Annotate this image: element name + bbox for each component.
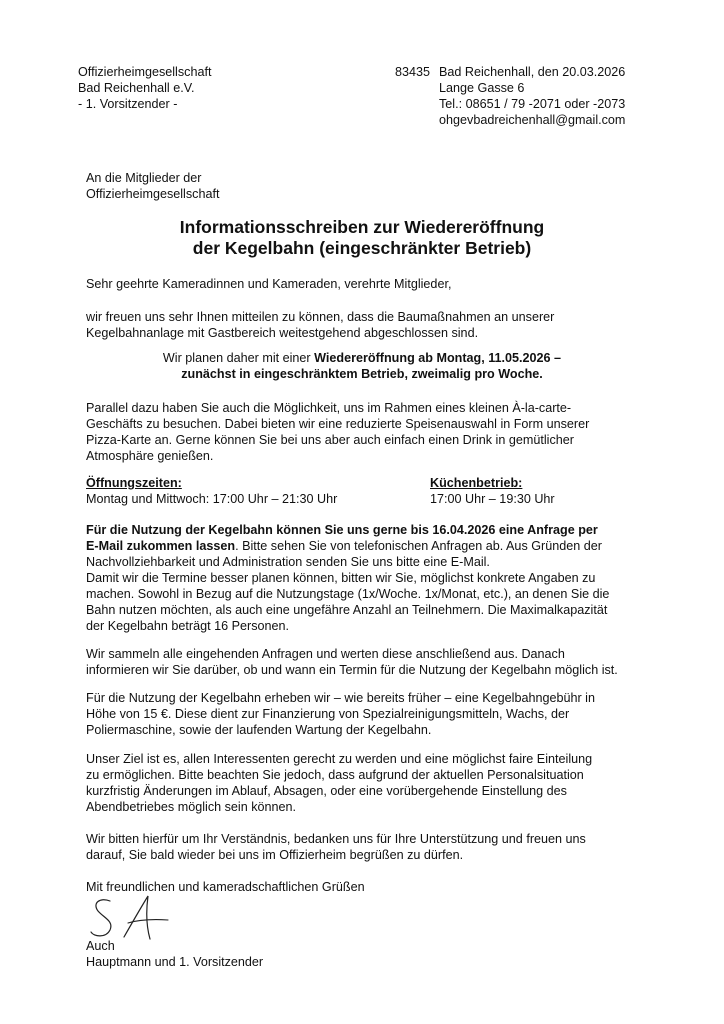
parallel-paragraph [86,400,589,464]
email: ohgevbadreichenhall@gmail.com [439,113,626,127]
opening-hours-heading: Öffnungszeiten: [86,476,182,490]
salutation: Sehr geehrte Kameradinnen und Kameraden, verehrte Mitglieder, [86,277,452,291]
signature-name: Auch [86,939,115,953]
signature-role: Hauptmann und 1. Vorsitzender [86,955,264,969]
opening-hours [86,475,337,507]
sender-block [78,64,211,112]
kitchen-hours-value: 17:00 Uhr – 19:30 Uhr [430,492,555,506]
booking-deadline: Für die Nutzung der Kegelbahn können Sie uns gerne bis 16.04.2026 eine Anfrage per [86,523,598,537]
booking-line: der Kegelbahn beträgt 16 Personen. [86,619,290,633]
handwritten-signature [88,893,188,943]
parallel-line: Parallel dazu haben Sie auch die Möglichkeit, uns im Rahmen eines kleinen À-la-carte- [86,401,572,415]
thanks-line: darauf, Sie bald wieder bei uns im Offizierheim begrüßen zu dürfen. [86,848,464,862]
recipient-line: Offizierheimgesellschaft [86,187,220,201]
reopening-mode: zunächst in eingeschränktem Betrieb, zweimalig pro Woche. [181,367,543,381]
address-block [439,64,625,128]
signature-block [86,938,263,970]
goal-line: kurzfristig Änderungen im Ablauf, Absagen, oder eine vorübergehende Einstellung des [86,784,567,798]
page-title [62,217,662,259]
fee-line: Poliermaschine, sowie der laufenden Wartung der Kegelbahn. [86,723,432,737]
booking-method: E-Mail zukommen lassen [86,539,236,553]
street: Lange Gasse 6 [439,81,525,95]
fee-line: Für die Nutzung der Kegelbahn erheben wir – wie bereits früher – eine Kegelbahngebühr in [86,691,595,705]
kitchen-hours [430,475,555,507]
goal-line: zu ermöglichen. Bitte beachten Sie jedoch, dass aufgrund der aktuellen Personalsituation [86,768,584,782]
closing: Mit freundlichen und kameradschaftlichen Grüßen [86,880,365,894]
parallel-line: Geschäfts zu besuchen. Dabei bieten wir eine reduzierte Speisenauswahl in Form unserer [86,417,590,431]
evaluation-line: Wir sammeln alle eingehenden Anfragen und werten diese anschließend aus. Danach [86,647,565,661]
city-date: Bad Reichenhall, den 20.03.2026 [439,65,626,79]
title-line-1: Informationsschreiben zur Wiedereröffnung [179,217,545,237]
phone: Tel.: 08651 / 79 -2071 oder -2073 [439,97,626,111]
booking-line: Bahn nutzen möchten, als auch eine ungefähre Anzahl an Teilnehmern. Die Maximalkapazität [86,603,608,617]
booking-line: . Bitte sehen Sie von telefonischen Anfragen ab. Aus Gründen der [235,539,602,553]
title-line-2: der Kegelbahn (eingeschränkter Betrieb) [192,238,532,258]
goal-line: Abendbetriebes möglich sein können. [86,800,297,814]
intro-line: Kegelbahnanlage mit Gastbereich weitestgehend abgeschlossen sind. [86,326,479,340]
announcement [62,350,662,382]
booking-line: machen. Sowohl in Bezug auf die Nutzungstage (1x/Woche. 1x/Monat, etc.), an denen Sie die [86,587,610,601]
thanks-paragraph [86,831,586,863]
evaluation-line: informieren wir Sie darüber, ob und wann ein Termin für die Nutzung der Kegelbahn möglich ist. [86,663,618,677]
booking-line: Nachvollziehbarkeit und Administration senden Sie uns bitte eine E-Mail. [86,555,490,569]
fee-line: Höhe von 15 €. Diese dient zur Finanzierung von Spezialreinigungsmitteln, Wachs, der [86,707,570,721]
sender-line: - 1. Vorsitzender - [78,97,178,111]
parallel-line: Pizza-Karte an. Gerne können Sie bei uns aber auch einfach einen Drink in gemütlicher [86,433,574,447]
booking-paragraph [86,522,609,634]
goal-line: Unser Ziel ist es, allen Interessenten gerecht zu werden und eine möglichst faire Einteilung [86,752,593,766]
sender-line: Bad Reichenhall e.V. [78,81,195,95]
goal-paragraph [86,751,592,815]
reopening-date: Wiedereröffnung ab Montag, 11.05.2026 – [314,351,562,365]
announcement-prefix: Wir planen daher mit einer [162,351,315,365]
evaluation-paragraph [86,646,618,678]
parallel-line: Atmosphäre genießen. [86,449,214,463]
recipient-block [86,170,219,202]
fee-paragraph [86,690,595,738]
intro-line: wir freuen uns sehr Ihnen mitteilen zu können, dass die Baumaßnahmen an unserer [86,310,555,324]
intro-paragraph [86,309,554,341]
opening-hours-value: Montag und Mittwoch: 17:00 Uhr – 21:30 Uhr [86,492,338,506]
thanks-line: Wir bitten hierfür um Ihr Verständnis, bedanken uns für Ihre Unterstützung und freuen uns [86,832,586,846]
sender-line: Offizierheimgesellschaft [78,65,212,79]
booking-line: Damit wir die Termine besser planen können, bitten wir Sie, möglichst konkrete Angaben zu [86,571,596,585]
recipient-line: An die Mitglieder der [86,171,202,185]
postcode: 83435 [395,65,431,79]
kitchen-hours-heading: Küchenbetrieb: [430,476,523,490]
